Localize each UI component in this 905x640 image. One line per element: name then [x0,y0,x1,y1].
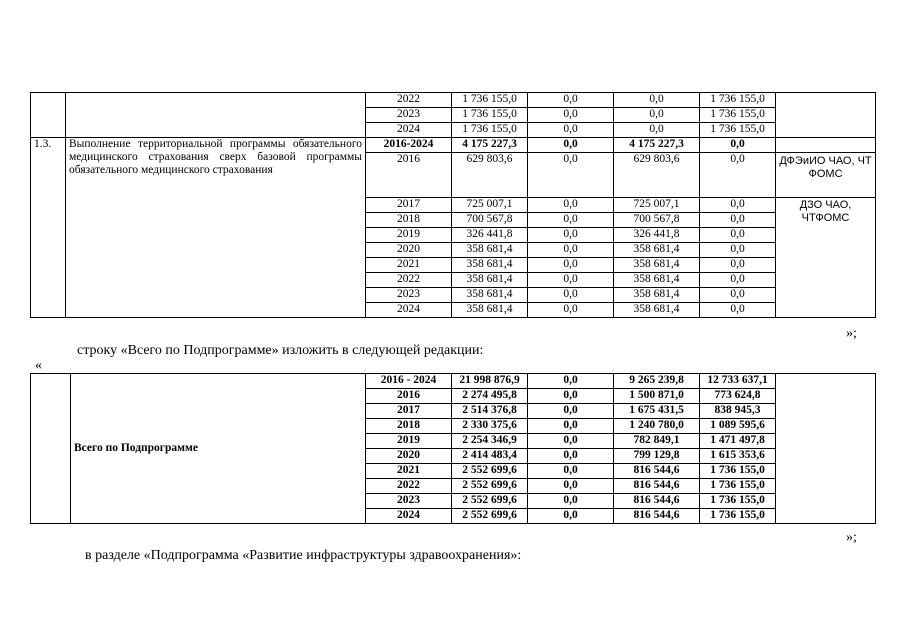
year-cell: 2023 [366,288,452,303]
closing-quote: »; [846,326,857,341]
total-cell: 2 552 699,6 [452,464,528,479]
value-cell: 0,0 [700,258,776,273]
value-cell: 0,0 [528,288,614,303]
total-cell: 2 552 699,6 [452,494,528,509]
value-cell: 816 544,6 [614,464,700,479]
value-cell: 9 265 239,8 [614,374,700,389]
value-cell: 629 803,6 [614,153,700,198]
total-cell: 1 736 155,0 [452,93,528,108]
year-cell: 2018 [366,419,452,434]
value-cell: 1 736 155,0 [700,464,776,479]
value-cell: 358 681,4 [614,288,700,303]
year-cell: 2019 [366,434,452,449]
year-cell: 2024 [366,509,452,524]
value-cell: 700 567,8 [614,213,700,228]
total-cell: 2 552 699,6 [452,479,528,494]
value-cell: 0,0 [528,389,614,404]
value-cell: 0,0 [614,123,700,138]
value-cell: 0,0 [528,138,614,153]
value-cell: 0,0 [528,243,614,258]
year-cell: 2022 [366,93,452,108]
total-cell: 2 254 346,9 [452,434,528,449]
value-cell: 0,0 [528,273,614,288]
year-cell: 2016 [366,389,452,404]
year-cell: 2020 [366,243,452,258]
total-cell: 2 514 376,8 [452,404,528,419]
value-cell: 0,0 [528,419,614,434]
value-cell: 1 089 595,6 [700,419,776,434]
value-cell: 4 175 227,3 [614,138,700,153]
value-cell: 1 736 155,0 [700,123,776,138]
value-cell: 0,0 [528,434,614,449]
value-cell: 0,0 [700,303,776,318]
total-cell: 725 007,1 [452,198,528,213]
value-cell: 0,0 [700,228,776,243]
value-cell: 0,0 [700,198,776,213]
value-cell: 1 675 431,5 [614,404,700,419]
total-cell: 21 998 876,9 [452,374,528,389]
closing-quote: »; [846,530,857,545]
value-cell: 0,0 [528,374,614,389]
value-cell: 0,0 [614,93,700,108]
value-cell: 358 681,4 [614,258,700,273]
year-cell: 2024 [366,303,452,318]
value-cell: 0,0 [528,198,614,213]
value-cell: 1 500 871,0 [614,389,700,404]
value-cell: 0,0 [528,123,614,138]
value-cell: 1 736 155,0 [700,509,776,524]
value-cell: 0,0 [700,273,776,288]
value-cell: 0,0 [700,243,776,258]
year-cell: 2022 [366,273,452,288]
year-cell: 2019 [366,228,452,243]
value-cell: 1 736 155,0 [700,108,776,123]
value-cell: 0,0 [528,509,614,524]
year-cell: 2016-2024 [366,138,452,153]
value-cell: 816 544,6 [614,509,700,524]
value-cell: 799 129,8 [614,449,700,464]
instruction-text: строку «Всего по Подпрограмме» изложить в следующей редакции: [77,343,484,358]
value-cell: 1 471 497,8 [700,434,776,449]
total-cell: 1 736 155,0 [452,108,528,123]
value-cell: 816 544,6 [614,479,700,494]
value-cell: 358 681,4 [614,273,700,288]
year-cell: 2017 [366,198,452,213]
total-cell: 1 736 155,0 [452,123,528,138]
value-cell: 0,0 [528,228,614,243]
total-cell: 2 274 495,8 [452,389,528,404]
value-cell: 0,0 [528,464,614,479]
total-cell: 358 681,4 [452,288,528,303]
year-cell: 2017 [366,404,452,419]
opening-quote: « [35,358,42,373]
value-cell: 0,0 [528,303,614,318]
year-cell: 2016 [366,153,452,198]
value-cell: 816 544,6 [614,494,700,509]
value-cell: 0,0 [528,258,614,273]
table-row [31,138,876,153]
value-cell: 773 624,8 [700,389,776,404]
year-cell: 2018 [366,213,452,228]
table-row [31,374,876,389]
value-cell: 782 849,1 [614,434,700,449]
value-cell: 0,0 [528,93,614,108]
year-cell: 2021 [366,464,452,479]
year-cell: 2020 [366,449,452,464]
item-description: Выполнение территориальной программы обязательного медицинского страхования сверх базовой программы обязательного медицинского страхования [66,138,366,318]
year-cell: 2016 - 2024 [366,374,452,389]
year-cell: 2022 [366,479,452,494]
total-cell: 700 567,8 [452,213,528,228]
total-cell: 358 681,4 [452,273,528,288]
value-cell: 0,0 [700,153,776,198]
table-row [31,93,876,108]
value-cell: 358 681,4 [614,303,700,318]
value-cell: 0,0 [528,213,614,228]
value-cell: 0,0 [528,153,614,198]
total-label: Всего по Подпрограмме [71,374,366,524]
value-cell: 1 736 155,0 [700,479,776,494]
value-cell: 0,0 [700,138,776,153]
total-cell: 2 330 375,6 [452,419,528,434]
value-cell: 0,0 [528,479,614,494]
value-cell: 1 736 155,0 [700,93,776,108]
value-cell: 12 733 637,1 [700,374,776,389]
year-cell: 2023 [366,108,452,123]
value-cell: 1 615 353,6 [700,449,776,464]
year-cell: 2021 [366,258,452,273]
value-cell: 838 945,3 [700,404,776,419]
value-cell: 0,0 [700,288,776,303]
year-cell: 2024 [366,123,452,138]
item-number: 1.3. [31,138,66,318]
total-cell: 358 681,4 [452,258,528,273]
subprogram-total-table [30,373,876,524]
value-cell: 1 240 780,0 [614,419,700,434]
total-cell: 326 441,8 [452,228,528,243]
value-cell: 0,0 [528,449,614,464]
total-cell: 629 803,6 [452,153,528,198]
value-cell: 1 736 155,0 [700,494,776,509]
year-cell: 2023 [366,494,452,509]
subprogram-table-continuation [30,92,876,318]
value-cell: 0,0 [528,494,614,509]
total-cell: 4 175 227,3 [452,138,528,153]
value-cell: 725 007,1 [614,198,700,213]
total-cell: 2 552 699,6 [452,509,528,524]
value-cell: 0,0 [700,213,776,228]
value-cell: 0,0 [528,108,614,123]
instruction-text: в разделе «Подпрограмма «Развитие инфраструктуры здравоохранения»: [85,548,522,563]
value-cell: 0,0 [528,404,614,419]
executor-cell: ДЗО ЧАО, ЧТФОМС [776,198,876,318]
total-cell: 2 414 483,4 [452,449,528,464]
value-cell: 0,0 [614,108,700,123]
value-cell: 326 441,8 [614,228,700,243]
total-cell: 358 681,4 [452,243,528,258]
total-cell: 358 681,4 [452,303,528,318]
executor-cell: ДФЭиИО ЧАО, ЧТ ФОМС [776,153,876,198]
value-cell: 358 681,4 [614,243,700,258]
